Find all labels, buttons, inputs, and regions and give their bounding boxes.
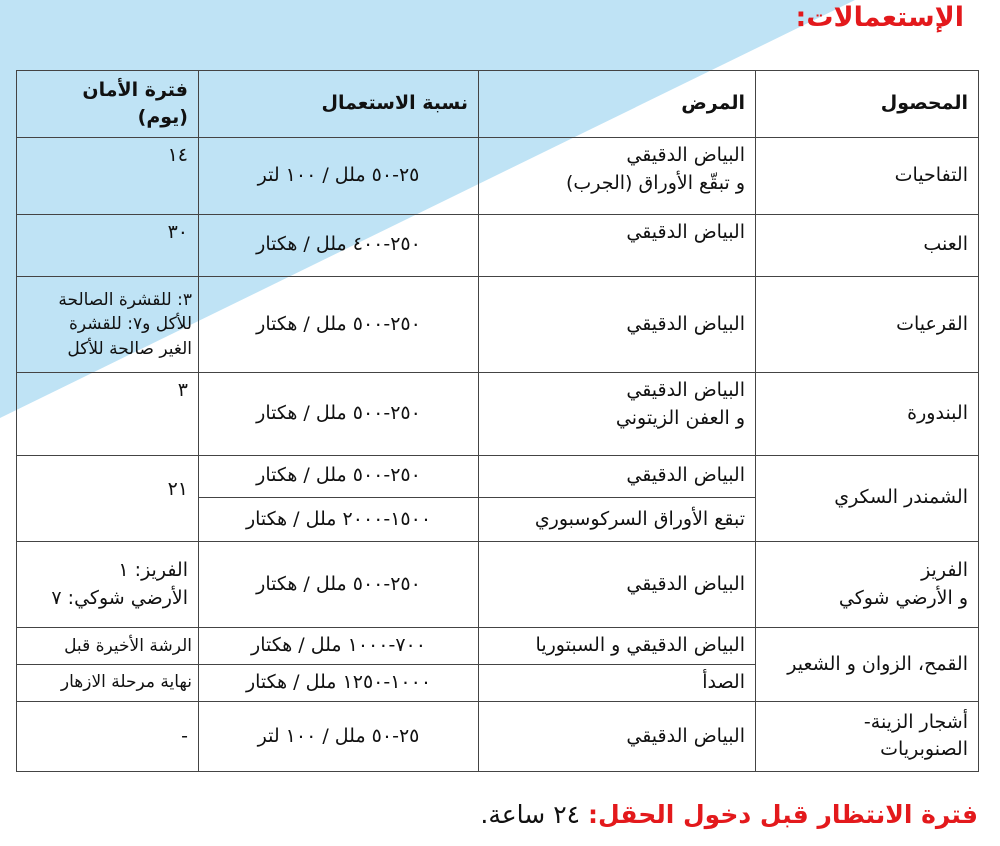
waiting-period-value: ٢٤ ساعة. xyxy=(480,800,581,829)
safety-cell: ٣ xyxy=(17,373,199,455)
table-row xyxy=(17,214,979,276)
disease-cell: تبقع الأوراق السركوسبوري xyxy=(479,497,756,541)
table-header-row xyxy=(17,71,979,138)
safety-line: للأكل و٧: للقشرة xyxy=(68,314,192,335)
disease-cell: البياض الدقيقي xyxy=(479,541,756,627)
product-cell: الشمندر السكري xyxy=(756,455,979,541)
disease-cell xyxy=(479,138,756,214)
safety-cell: ١٤ xyxy=(17,138,199,214)
rate-cell: ٢٥٠-٥٠٠ ملل / هكتار xyxy=(199,276,479,372)
safety-line: الفريز: ١ xyxy=(118,559,188,582)
usage-table xyxy=(16,70,979,772)
disease-cell xyxy=(479,373,756,455)
disease-line: البياض الدقيقي xyxy=(626,379,745,402)
disease-cell: البياض الدقيقي xyxy=(479,701,756,771)
rate-cell: ٢٥٠-٤٠٠ ملل / هكتار xyxy=(199,214,479,276)
safety-cell: ٢١ xyxy=(17,455,199,541)
safety-cell: ٣٠ xyxy=(17,214,199,276)
section-title: الإستعمالات: xyxy=(795,2,964,33)
disease-line: و العفن الزيتوني xyxy=(615,406,745,429)
rate-cell: ١٥٠٠-٢٠٠٠ ملل / هكتار xyxy=(199,497,479,541)
waiting-period-label: فترة الانتظار قبل دخول الحقل: xyxy=(588,800,978,829)
product-cell: التفاحيات xyxy=(756,138,979,214)
rate-cell: ١٠٠٠-١٢٥٠ ملل / هكتار xyxy=(199,664,479,701)
rate-cell: ٢٥٠-٥٠٠ ملل / هكتار xyxy=(199,373,479,455)
disease-cell: البياض الدقيقي xyxy=(479,455,756,497)
table-row xyxy=(17,628,979,665)
safety-cell: نهاية مرحلة الازهار xyxy=(17,664,199,701)
disease-cell: البياض الدقيقي xyxy=(479,276,756,372)
table-row xyxy=(17,138,979,214)
product-line: و الأرضي شوكي xyxy=(838,586,968,609)
safety-cell: الرشة الأخيرة قبل xyxy=(17,628,199,665)
safety-line: الأرضي شوكي: ٧ xyxy=(51,586,188,609)
table-row xyxy=(17,373,979,455)
safety-line: الغير صالحة للأكل xyxy=(67,338,192,359)
product-cell: القمح، الزوان و الشعير xyxy=(756,628,979,701)
product-cell xyxy=(756,701,979,771)
safety-cell: - xyxy=(17,701,199,771)
disease-cell: الصدأ xyxy=(479,664,756,701)
product-line: الصنوبريات xyxy=(880,738,968,761)
rate-cell: ٢٥٠-٥٠٠ ملل / هكتار xyxy=(199,455,479,497)
disease-cell: البياض الدقيقي و السبتوريا xyxy=(479,628,756,665)
product-line: الفريز xyxy=(921,559,968,582)
product-cell: العنب xyxy=(756,214,979,276)
rate-cell: ٢٥-٥٠ ملل / ١٠٠ لتر xyxy=(199,138,479,214)
table-row xyxy=(17,701,979,771)
table-row xyxy=(17,455,979,497)
waiting-period-note xyxy=(480,800,978,829)
header-disease: المرض xyxy=(479,71,756,138)
header-safety: فترة الأمان (يوم) xyxy=(17,71,199,138)
rate-cell: ٢٥-٥٠ ملل / ١٠٠ لتر xyxy=(199,701,479,771)
safety-line: ٣: للقشرة الصالحة xyxy=(58,289,192,310)
product-cell xyxy=(756,541,979,627)
rate-cell: ٢٥٠-٥٠٠ ملل / هكتار xyxy=(199,541,479,627)
safety-cell xyxy=(17,276,199,372)
safety-cell xyxy=(17,541,199,627)
product-cell: البندورة xyxy=(756,373,979,455)
disease-line: و تبقّع الأوراق (الجرب) xyxy=(565,171,745,194)
product-line: أشجار الزينة- xyxy=(863,710,968,733)
table-row xyxy=(17,541,979,627)
rate-cell: ٧٠٠-١٠٠٠ ملل / هكتار xyxy=(199,628,479,665)
table-row xyxy=(17,276,979,372)
header-product: المحصول xyxy=(756,71,979,138)
product-cell: القرعيات xyxy=(756,276,979,372)
disease-line: البياض الدقيقي xyxy=(626,144,745,167)
header-rate: نسبة الاستعمال xyxy=(199,71,479,138)
disease-cell: البياض الدقيقي xyxy=(479,214,756,276)
